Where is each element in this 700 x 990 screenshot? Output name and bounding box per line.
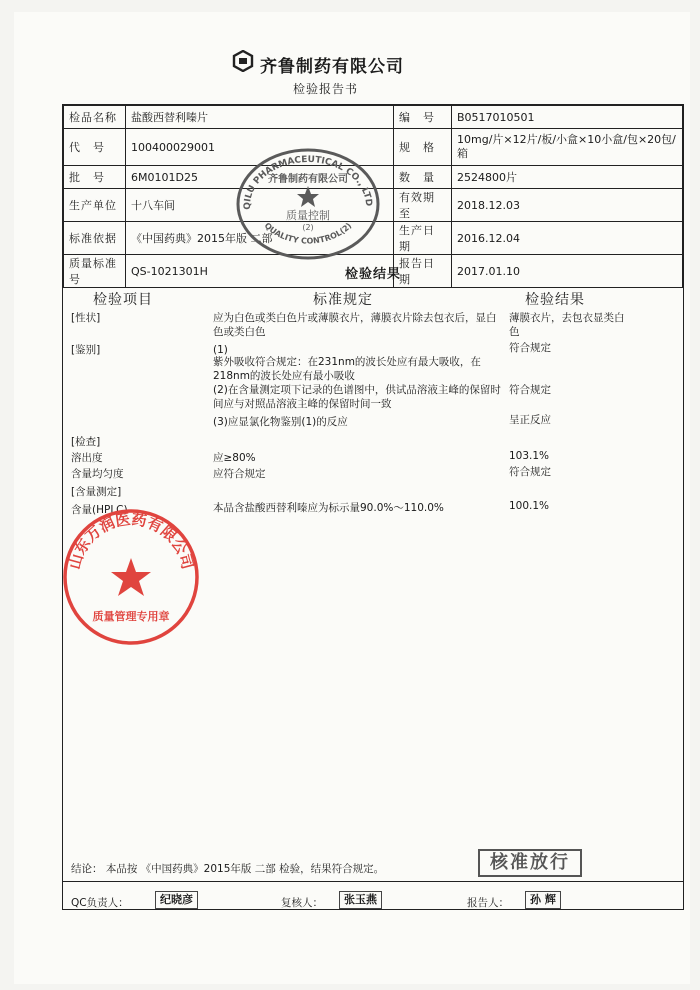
qilu-seal-en2: QUALITY CONTROL(2) bbox=[262, 220, 354, 246]
expiry-label: 有效期至 bbox=[394, 189, 452, 222]
qc-signature: 纪晓彦 bbox=[155, 891, 198, 909]
wanrun-seal-dept: 质量管理专用章 bbox=[92, 610, 170, 623]
spec-label: 规 格 bbox=[394, 129, 452, 166]
std-value: QS-1021301H bbox=[126, 255, 394, 288]
reporter-signature: 孙 辉 bbox=[525, 891, 561, 909]
prod-date-value: 2016.12.04 bbox=[452, 222, 683, 255]
reporter-label: 报告人： bbox=[467, 897, 509, 909]
conclusion-text: 结论： 本品按 《中国药典》2015年版 二部 检验，结果符合规定。 bbox=[71, 863, 385, 875]
seal-star-icon bbox=[297, 186, 319, 207]
result-value: 呈正反应 bbox=[509, 414, 551, 426]
report-title: 检验报告书 bbox=[293, 82, 359, 96]
qilu-seal-dept: 质量控制 bbox=[286, 209, 330, 222]
result-value: 100.1% bbox=[509, 500, 550, 512]
wanrun-seal-name: 山东万润医药有限公司 bbox=[65, 510, 197, 572]
qc-label: QC负责人： bbox=[71, 897, 129, 909]
batch-value: 6M0101D25 bbox=[126, 166, 394, 189]
result-value: 符合规定 bbox=[509, 466, 551, 478]
result-value: 103.1% bbox=[509, 450, 550, 462]
company-name: 齐鲁制药有限公司 bbox=[260, 57, 404, 77]
qilu-seal-cn: 齐鲁制药有限公司 bbox=[268, 174, 348, 185]
code-label: 代 号 bbox=[64, 129, 126, 166]
spec-value: 10mg/片×12片/板/小盒×10小盒/包×20包/箱 bbox=[452, 129, 683, 166]
product-name-label: 检品名称 bbox=[64, 106, 126, 129]
col-head-standard: 标准规定 bbox=[313, 292, 373, 308]
results-title: 检验结果 bbox=[344, 267, 401, 282]
approved-stamp: 核准放行 bbox=[478, 849, 582, 877]
result-item: 溶出度 bbox=[71, 452, 103, 464]
result-value: 符合规定 bbox=[509, 342, 551, 354]
batch-label: 批 号 bbox=[64, 166, 126, 189]
result-item: [性状] bbox=[71, 312, 101, 324]
result-item: [鉴别] bbox=[71, 344, 101, 356]
result-standard: 应为白色或类白色片或薄膜衣片，薄膜衣片除去包衣后，显白色或类白色 bbox=[213, 312, 497, 338]
result-standard: (1) bbox=[213, 344, 228, 356]
result-item: 含量(HPLC) bbox=[71, 504, 128, 516]
quantity-label: 数 量 bbox=[394, 166, 452, 189]
wanrun-seal bbox=[60, 506, 202, 648]
report-date-value: 2017.01.10 bbox=[452, 255, 683, 288]
qilu-seal-en: QILU PHARMACEUTICAL CO., LTD bbox=[242, 154, 374, 210]
seal-star-icon bbox=[111, 558, 151, 596]
report-date-label: 报告日期 bbox=[394, 255, 452, 288]
qilu-seal-num: (2) bbox=[302, 223, 314, 232]
result-item: 含量均匀度 bbox=[71, 468, 124, 480]
result-standard: 本品含盐酸西替利嗪应为标示量90.0%～110.0% bbox=[213, 502, 444, 514]
result-standard: 紫外吸收符合规定：在231nm的波长处应有最大吸收，在218nm的波长处应有最小吸收 bbox=[213, 356, 481, 382]
code-value: 100400029001 bbox=[126, 129, 394, 166]
result-value: 薄膜衣片，去包衣显类白色 bbox=[509, 312, 625, 338]
col-head-item: 检验项目 bbox=[93, 292, 153, 308]
result-item: [含量测定] bbox=[71, 486, 122, 498]
result-standard: 应符合规定 bbox=[213, 468, 266, 480]
col-head-result: 检验结果 bbox=[525, 292, 585, 308]
number-value: B0517010501 bbox=[452, 106, 683, 129]
result-value: 符合规定 bbox=[509, 384, 551, 396]
company-logo-icon bbox=[232, 50, 254, 72]
prod-date-label: 生产日期 bbox=[394, 222, 452, 255]
std-label: 质量标准号 bbox=[64, 255, 126, 288]
result-standard: (3)应显氯化物鉴别(1)的反应 bbox=[213, 416, 348, 428]
signature-divider bbox=[63, 881, 683, 882]
basis-label: 标准依据 bbox=[64, 222, 126, 255]
product-name-value: 盐酸西替利嗪片 bbox=[126, 106, 394, 129]
reviewer-signature: 张玉燕 bbox=[339, 891, 382, 909]
unit-value: 十八车间 bbox=[126, 189, 394, 222]
expiry-value: 2018.12.03 bbox=[452, 189, 683, 222]
unit-label: 生产单位 bbox=[64, 189, 126, 222]
result-standard: 应≥80% bbox=[213, 452, 256, 464]
quantity-value: 2524800片 bbox=[452, 166, 683, 189]
basis-value: 《中国药典》2015年版 二部 bbox=[126, 222, 394, 255]
number-label: 编 号 bbox=[394, 106, 452, 129]
reviewer-label: 复核人： bbox=[281, 897, 323, 909]
qilu-qc-seal bbox=[234, 146, 382, 262]
result-item: [检查] bbox=[71, 436, 101, 448]
result-standard: (2)在含量测定项下记录的色谱图中，供试品溶液主峰的保留时间应与对照品溶液主峰的保留时间一致 bbox=[213, 384, 501, 410]
